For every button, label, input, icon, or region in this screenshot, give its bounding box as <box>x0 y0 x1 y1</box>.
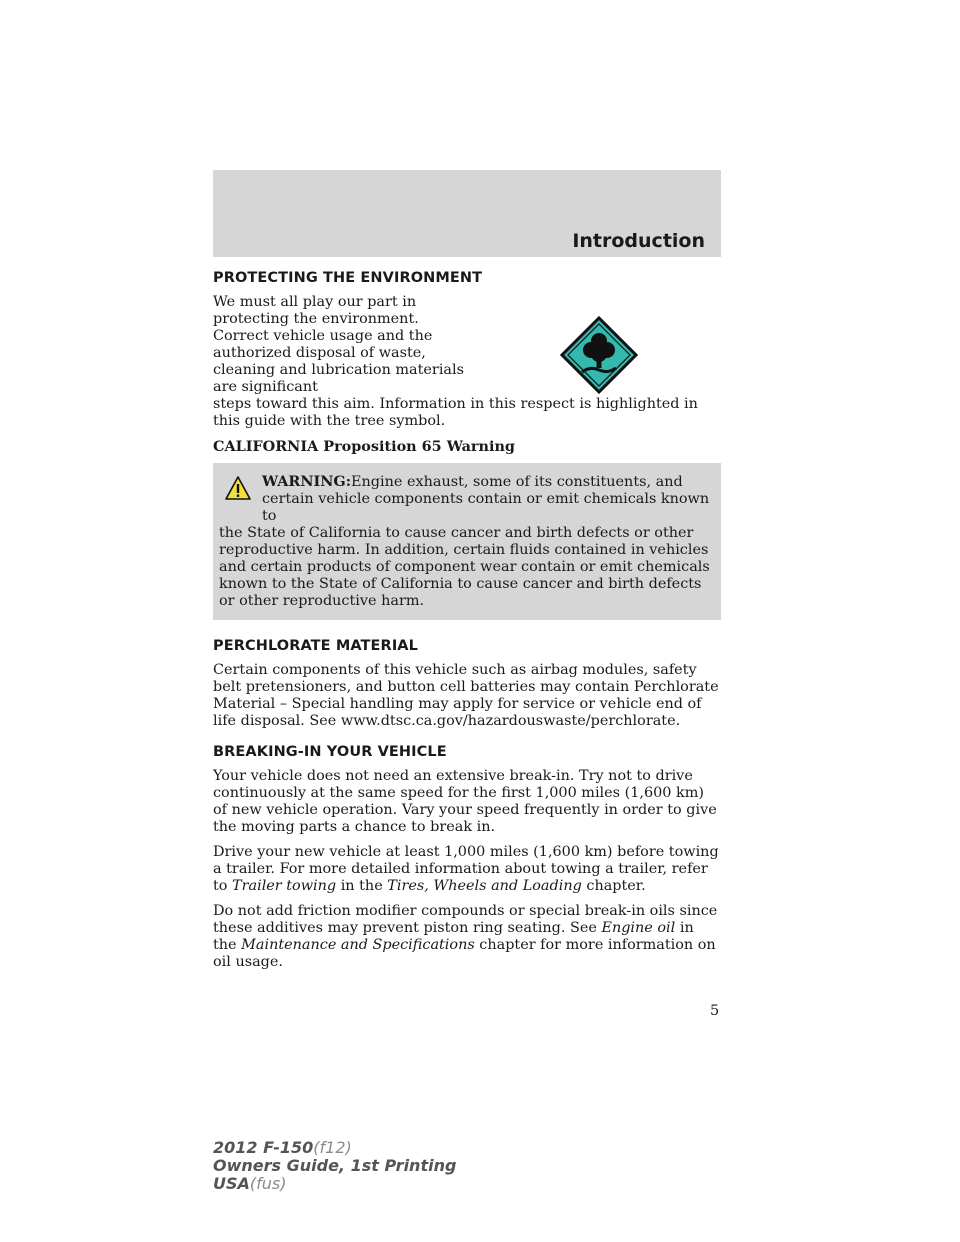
footer-market: USA <box>213 1174 250 1193</box>
section-title: Introduction <box>572 230 705 252</box>
breaking-in-p2 <box>213 844 721 895</box>
footer-model-code: (f12) <box>313 1138 352 1157</box>
footer-market-code: (fus) <box>249 1174 287 1193</box>
environment-text-narrow: We must all play our part in protecting the environment. Correct vehicle usage and the authorized disposal of waste, cleaning and lubrication materials are significant <box>213 294 464 395</box>
breaking-in-p1: Your vehicle does not need an extensive break-in. Try not to drive continuously at the same speed for the first 1,000 miles (1,600 km) of new vehicle operation. Vary your speed frequently in order to give the moving parts a chance to break in. <box>213 768 717 835</box>
p2-text-a: Drive your new vehicle at least 1,000 miles (1,600 km) before towing a trailer. For more detailed information about towing a trailer, refer to <box>213 844 719 894</box>
warning-line1: Engine exhaust, some of its constituents, and certain vehicle components contain or emit chemicals known to <box>262 474 710 524</box>
trailer-towing-ref: Trailer towing <box>232 878 337 894</box>
p2-text-b: in the <box>336 878 388 894</box>
p3-text-a: Do not add friction modifier compounds or special break-in oils since these additives may prevent piston ring seating. See <box>213 903 718 936</box>
p3-text-b: in the <box>213 920 694 953</box>
perchlorate-text: Certain components of this vehicle such as airbag modules, safety belt pretensioners, and button cell batteries may contain Perchlorate Material – Special handling may apply for service or vehicle end of life disposal. See www.dtsc.ca.gov/hazardouswaste/perchlorate. <box>213 662 719 729</box>
page-number: 5 <box>710 1003 720 1019</box>
warning-box <box>213 463 721 620</box>
environment-section <box>213 294 721 430</box>
p3-text-c: chapter for more information on oil usage. <box>213 937 716 970</box>
california-title: CALIFORNIA Proposition 65 Warning <box>213 438 515 455</box>
section-header <box>213 170 721 257</box>
environment-text-full: steps toward this aim. Information in this respect is highlighted in this guide with the tree symbol. <box>213 396 698 429</box>
tires-wheels-ref: Tires, Wheels and Loading <box>387 878 582 894</box>
maintenance-ref: Maintenance and Specifications <box>241 937 475 953</box>
warning-label: WARNING: <box>262 473 352 490</box>
tree-icon <box>560 316 638 394</box>
warning-text-first <box>219 473 713 525</box>
warning-icon <box>224 475 252 501</box>
engine-oil-ref: Engine oil <box>601 920 676 936</box>
perchlorate-heading: PERCHLORATE MATERIAL <box>213 638 418 654</box>
footer <box>213 1139 456 1193</box>
environment-heading: PROTECTING THE ENVIRONMENT <box>213 270 483 286</box>
breaking-in-p3 <box>213 903 721 971</box>
page-content <box>213 270 721 979</box>
p2-text-c: chapter. <box>581 878 646 894</box>
footer-model: 2012 F-150 <box>213 1138 314 1157</box>
breaking-in-heading: BREAKING-IN YOUR VEHICLE <box>213 744 447 760</box>
footer-guide: Owners Guide, 1st Printing <box>213 1156 457 1175</box>
warning-text-rest: the State of California to cause cancer and birth defects or other reproductive harm. In addition, certain fluids contained in vehicles and certain products of component wear contain or emit chemicals known to the State of California to cause cancer and birth defects or other reproductive harm. <box>219 525 710 609</box>
